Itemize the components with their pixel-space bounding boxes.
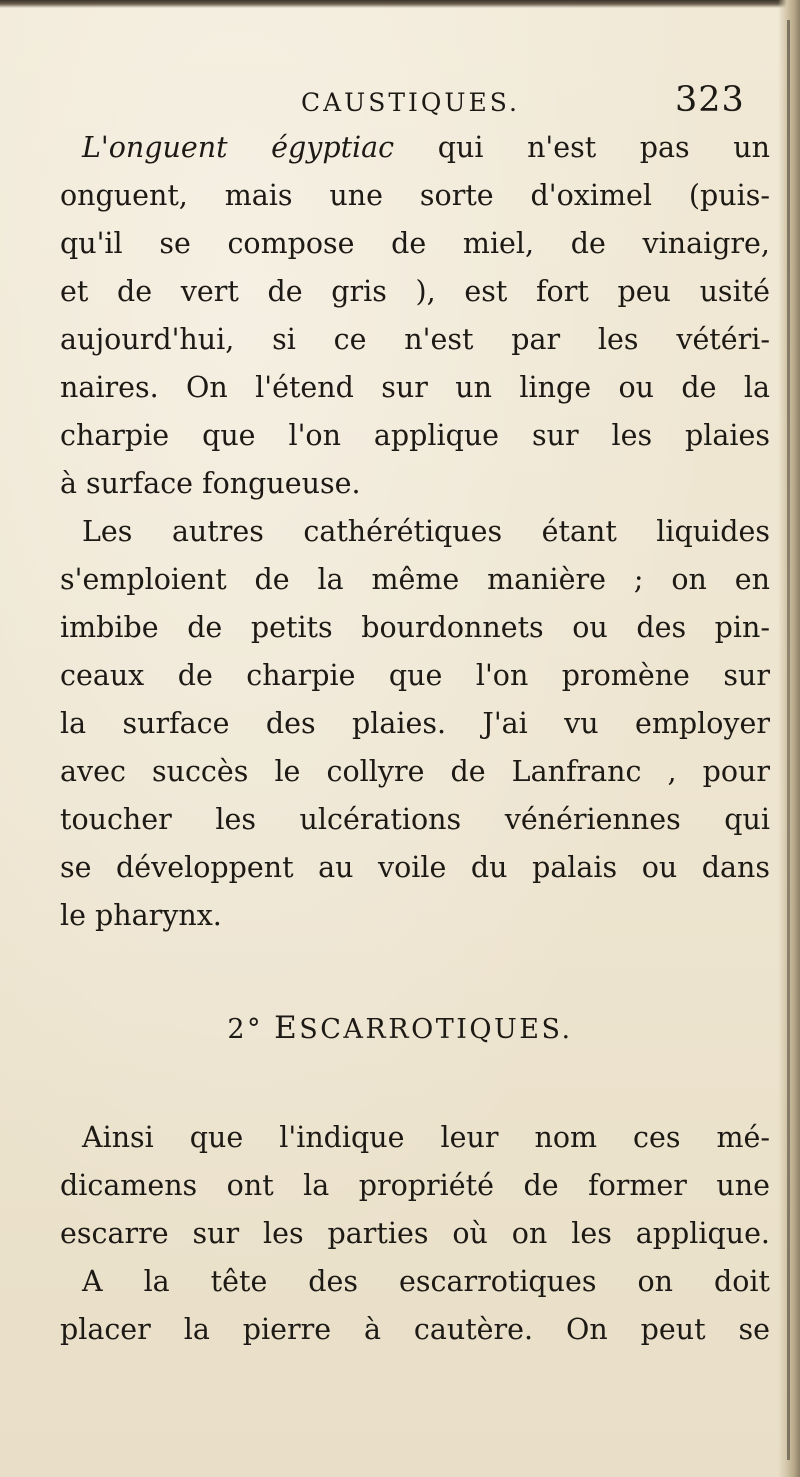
running-head [0,82,800,122]
main-text-block [60,124,770,940]
paragraph-4-line: placer la pierre à cautère. On peut se [60,1313,770,1346]
paragraph-2-line: toucher les ulcérations vénériennes qui [60,803,770,836]
paragraph-1-line: onguent, mais une sorte d'oximel (puis- [60,179,770,212]
paragraph-3-line: dicamens ont la propriété de former une [60,1169,770,1202]
paragraph-2-line: avec succès le collyre de Lanfranc , pour [60,755,770,788]
paragraph-4-line: A la tête des escarrotiques on doit [82,1265,770,1298]
section-initial: E [274,1010,300,1046]
paragraph-2-line: ceaux de charpie que l'on promène sur [60,659,770,692]
paragraph-2-line: Les autres cathérétiques étant liquides [82,515,770,548]
paragraph-1-line: aujourd'hui, si ce n'est par les vétéri- [60,323,770,356]
page-number: 323 [675,80,745,120]
section-number: 2° [227,1014,264,1045]
paragraph-3-line: Ainsi que l'indique leur nom ces mé- [82,1121,770,1154]
paragraph-2-line: se développent au voile du palais ou dans [60,851,770,884]
section-title-rest: SCARROTIQUES. [299,1014,573,1045]
paragraph-1-line: qu'il se compose de miel, de vinaigre, [60,227,770,260]
section-heading [0,1010,800,1046]
paragraph-1-line-1 [60,124,770,172]
paragraph-2-line: le pharynx. [60,899,222,932]
italic-phrase: L'onguent égyptiac [82,131,395,164]
paragraph-2-line: imbibe de petits bourdonnets ou des pin- [60,611,770,644]
paragraph-1-line: naires. On l'étend sur un linge ou de la [60,371,770,404]
binding-gutter [787,20,790,1460]
running-title: CAUSTIQUES. [301,88,520,117]
paragraph-1-line: à surface fongueuse. [60,467,361,500]
line-1-rest: qui n'est pas un [394,131,770,164]
paragraph-2-line: s'emploient de la même manière ; on en [60,563,770,596]
paragraph-1-line: et de vert de gris ), est fort peu usité [60,275,770,308]
paragraph-2-line: la surface des plaies. J'ai vu employer [60,707,770,740]
paragraph-3-line: escarre sur les parties où on les applique. [60,1217,770,1250]
second-text-block [60,1114,770,1354]
page-top-edge [0,0,800,8]
paragraph-1-line: charpie que l'on applique sur les plaies [60,419,770,452]
